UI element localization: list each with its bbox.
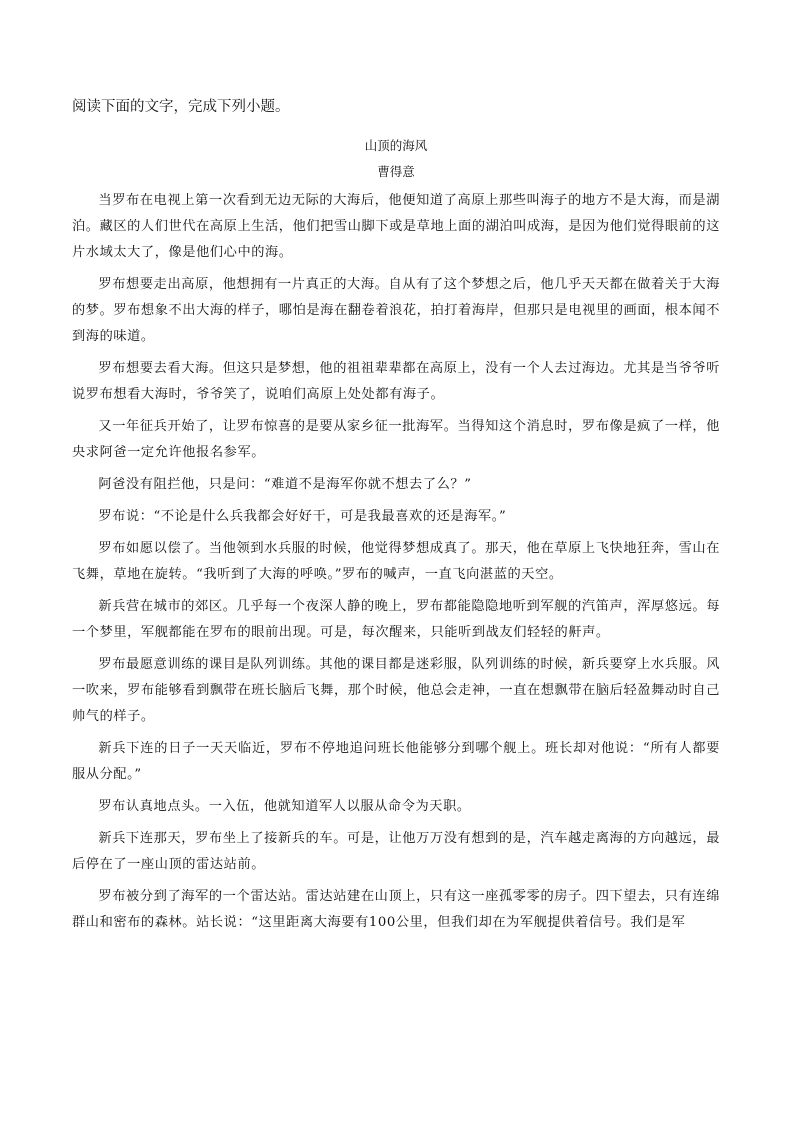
paragraph: 罗布认真地点头。一入伍，他就知道军人以服从命令为天职。 — [98, 799, 471, 814]
instruction-text: 阅读下面的文字，完成下列小题。 — [72, 99, 290, 115]
paragraph: 罗布想要去看大海。但这只是梦想，他的祖祖辈辈都在高原上，没有一个人去过海边。尤其是当爷爷听说罗布想看大海时，爷爷笑了，说咱们高原上处处都有海子。 — [72, 361, 720, 402]
article-body — [72, 188, 720, 936]
paragraph: 罗布被分到了海军的一个雷达站。雷达站建在山顶上，只有这一座孤零零的房子。四下望去，只有连绵群山和密布的森林。站长说：“这里距离大海要有100公里，但我们却在为军舰提供着信号。我们是军 — [72, 889, 720, 930]
paragraph: 新兵下连那天，罗布坐上了接新兵的车。可是，让他万万没有想到的是，汽车越走离海的方向越远，最后停在了一座山顶的雷达站前。 — [72, 831, 720, 872]
paragraph: 罗布如愿以偿了。当他领到水兵服的时候，他觉得梦想成真了。那天，他在草原上飞快地狂奔，雪山在飞舞，草地在旋转。“我听到了大海的呼唤。”罗布的喊声，一直飞向湛蓝的天空。 — [72, 541, 720, 582]
paragraph: 新兵营在城市的郊区。几乎每一个夜深人静的晚上，罗布都能隐隐地听到军舰的汽笛声，浑厚悠远。每一个梦里，军舰都能在罗布的眼前出现。可是，每次醒来，只能听到战友们轻轻的鼾声。 — [72, 599, 720, 640]
paragraph: 又一年征兵开始了，让罗布惊喜的是要从家乡征一批海军。当得知这个消息时，罗布像是疯了一样，他央求阿爸一定允许他报名参军。 — [72, 419, 720, 460]
paragraph: 罗布最愿意训练的课目是队列训练。其他的课目都是迷彩服，队列训练的时候，新兵要穿上水兵服。风一吹来，罗布能够看到飘带在班长脑后飞舞，那个时候，他总会走神，一直在想飘带在脑后轻盈舞动时自己帅气的样子。 — [72, 657, 721, 724]
article-author: 曹得意 — [377, 164, 415, 179]
paragraph: 新兵下连的日子一天天临近，罗布不停地追问班长他能够分到哪个舰上。班长却对他说：“所有人都要服从分配。” — [72, 741, 720, 782]
paragraph: 罗布说：“不论是什么兵我都会好好干，可是我最喜欢的还是海军。” — [98, 509, 507, 524]
paragraph: 阿爸没有阻拦他，只是问：“难道不是海军你就不想去了么？” — [98, 477, 472, 492]
document-page — [72, 96, 720, 942]
paragraph: 罗布想要走出高原，他想拥有一片真正的大海。自从有了这个梦想之后，他几乎天天都在做着关于大海的梦。罗布想象不出大海的样子，哪怕是海在翻卷着浪花，拍打着海岸，但那只是电视里的画面，根本闻不到海的味道。 — [72, 277, 721, 344]
paragraph: 当罗布在电视上第一次看到无边无际的大海后，他便知道了高原上那些叫海子的地方不是大海，而是湖泊。藏区的人们世代在高原上生活，他们把雪山脚下或是草地上面的湖泊叫成海，是因为他们觉得眼前的这片水域太大了，像是他们心中的海。 — [72, 193, 721, 260]
article-title: 山顶的海风 — [364, 138, 428, 153]
